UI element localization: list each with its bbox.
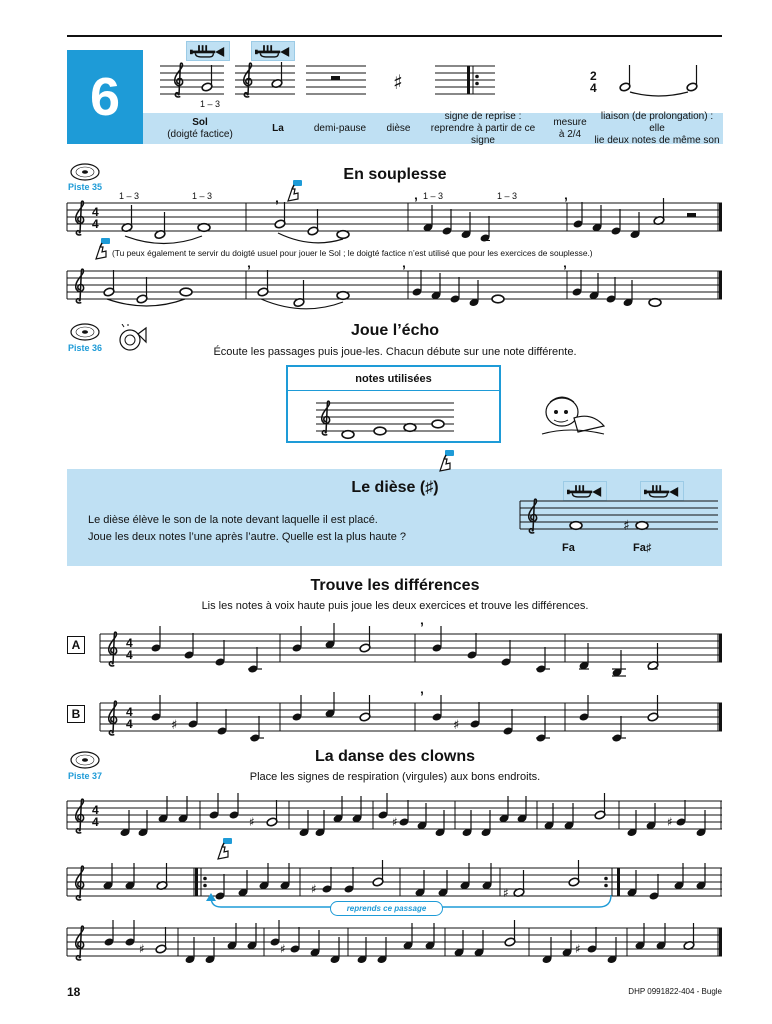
sharp-symbol: ♯ [425, 479, 434, 496]
legend-demi-pause: demi-pause [313, 122, 367, 134]
legend-reprise: signe de reprise : reprendre à partir de ce signe [430, 110, 536, 146]
diese-title: Le dièse (♯) [351, 479, 439, 496]
horn-icon [116, 324, 148, 354]
notes-utilisees-box [286, 365, 501, 443]
piste-36: Piste 36 [68, 343, 103, 353]
svg-text:4: 4 [126, 705, 133, 719]
piste-35: Piste 35 [68, 182, 103, 192]
svg-text:♯: ♯ [311, 882, 317, 896]
souplesse-staff-1 [67, 193, 722, 253]
legend-tie [619, 65, 698, 96]
svg-text:♯: ♯ [393, 70, 403, 94]
svg-text:4: 4 [126, 636, 133, 650]
svg-text:♯: ♯ [575, 942, 581, 956]
legend-liaison: liaison (de prolongation) : elle lie deux notes de même son [594, 110, 720, 146]
diese-text-1: Le dièse élève le son de la note devant laquelle il est placé. [88, 514, 378, 526]
svg-text:’: ’ [564, 194, 568, 210]
legend-time-bottom: 4 [590, 81, 597, 95]
svg-text:♯: ♯ [453, 718, 460, 733]
svg-text:♯: ♯ [171, 718, 178, 733]
souplesse-fingering-3: 1 – 3 [423, 191, 444, 201]
svg-text:’: ’ [420, 619, 424, 635]
diese-text-2: Joue les deux notes l’une après l’autre. Quelle est la plus haute ? [88, 531, 406, 543]
legend-time-top: 2 [590, 69, 597, 83]
souplesse-staff-2 [67, 261, 722, 316]
svg-text:’: ’ [247, 262, 251, 278]
souplesse-tip: (Tu peux également te servir du doigté usuel pour jouer le Sol ; le doigté factice n’est utilisé que pour les exercices de souplesse.) [112, 248, 593, 258]
svg-text:’: ’ [275, 197, 279, 213]
souplesse-fingering-2: 1 – 3 [192, 191, 213, 201]
legend-la: La [272, 122, 284, 134]
legend-mesure: mesure à 2/4 [553, 116, 587, 140]
svg-text:♯: ♯ [392, 815, 398, 829]
reprends-label: reprends ce passage [330, 901, 443, 916]
notes-box-header: notes utilisées [288, 367, 499, 391]
differences-subtitle: Lis les notes à voix haute puis joue les deux exercices et trouve les différences. [201, 600, 589, 612]
hand-pointer-icon [92, 238, 110, 260]
svg-text:♯: ♯ [503, 886, 509, 900]
legend-staff-la [235, 62, 295, 97]
souplesse-fingering-4: 1 – 3 [497, 191, 518, 201]
svg-text:4: 4 [92, 205, 99, 219]
svg-text:♯: ♯ [623, 518, 630, 534]
hand-pointer-icon [214, 838, 232, 860]
svg-text:♯: ♯ [139, 942, 145, 956]
clowns-title: La danse des clowns [314, 748, 476, 765]
cd-icon [70, 163, 100, 181]
legend-sol: Sol (doigté factice) [167, 116, 233, 140]
svg-text:’: ’ [414, 194, 418, 210]
cd-icon [70, 323, 100, 341]
svg-text:’: ’ [420, 688, 424, 704]
svg-text:4: 4 [92, 803, 99, 817]
svg-text:’: ’ [563, 262, 567, 278]
echo-subtitle: Écoute les passages puis joue-les. Chacun débute sur une note différente. [213, 346, 577, 358]
publisher-reference: DHP 0991822-404 - Bugle [628, 987, 722, 996]
svg-text:♯: ♯ [667, 815, 673, 829]
trumpet-icon [251, 41, 295, 61]
svg-text:♯: ♯ [280, 942, 286, 956]
trumpet-icon [186, 41, 230, 61]
differences-staff-b [100, 688, 722, 748]
diese-staff [520, 495, 720, 540]
svg-text:4: 4 [126, 717, 133, 731]
legend-staff-rest [306, 66, 366, 94]
souplesse-fingering-1: 1 – 3 [119, 191, 140, 201]
legend-staff-sol [160, 63, 224, 97]
differences-title: Trouve les différences [310, 577, 480, 594]
echo-title: Joue l’écho [350, 322, 440, 339]
svg-text:4: 4 [92, 815, 99, 829]
legend-staff-repeat [435, 66, 495, 94]
cd-icon [70, 751, 100, 769]
svg-text:’: ’ [402, 262, 406, 278]
legend-diese: dièse [386, 122, 411, 134]
label-a: A [67, 636, 85, 654]
lesson-number: 6 [67, 50, 143, 144]
label-b: B [67, 705, 85, 723]
piste-37: Piste 37 [68, 771, 103, 781]
note-fa: Fa [562, 542, 575, 554]
differences-staff-a [100, 619, 722, 679]
souplesse-title: En souplesse [343, 166, 447, 183]
legend-fingering: 1 – 3 [200, 99, 221, 109]
sleeping-man-illustration [540, 392, 606, 436]
clowns-subtitle: Place les signes de respiration (virgules) aux bons endroits. [249, 771, 541, 783]
clowns-staff-3 [67, 918, 722, 968]
svg-text:♯: ♯ [249, 815, 255, 829]
note-fa-diese: Fa♯ [633, 542, 652, 554]
clowns-staff-1 [67, 791, 722, 841]
top-rule [67, 35, 722, 37]
notes-box-staff [288, 391, 499, 441]
svg-text:4: 4 [126, 648, 133, 662]
svg-text:4: 4 [92, 217, 99, 231]
hand-pointer-icon [436, 450, 454, 472]
legend-staves [160, 58, 725, 108]
page-number: 18 [67, 985, 81, 999]
